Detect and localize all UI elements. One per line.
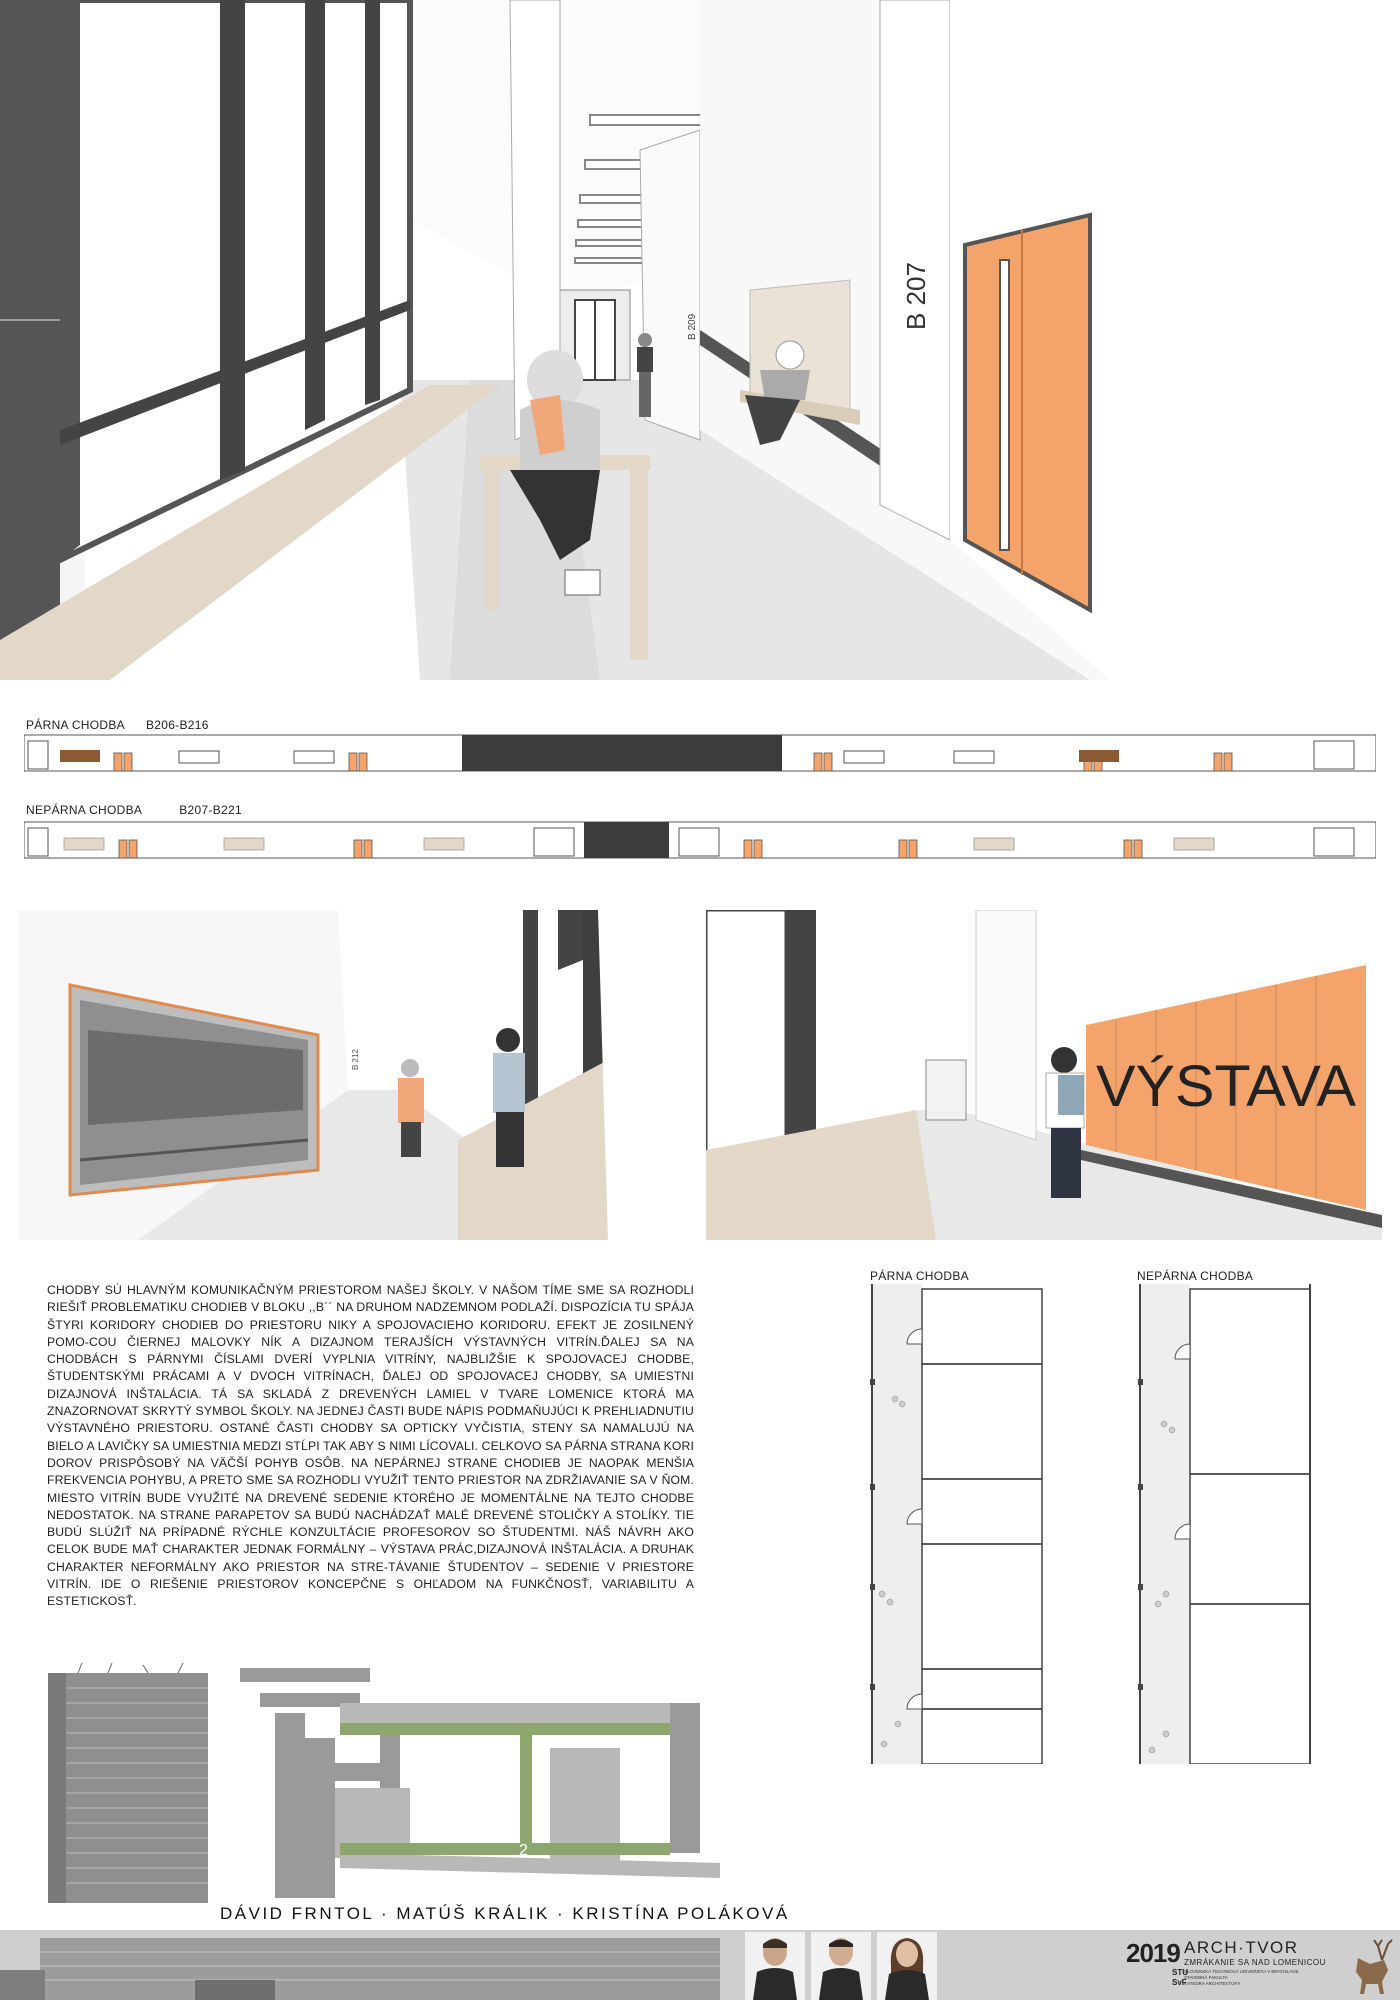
- hero-render: [0, 0, 1110, 680]
- elevation-even-name: PÁRNA CHODBA: [26, 718, 125, 732]
- elevation-odd-name: NEPÁRNA CHODBA: [26, 803, 142, 817]
- exhibit-text: VÝSTAVA: [1096, 1054, 1357, 1119]
- author-portrait-2: [811, 1932, 871, 2000]
- author-portrait-1: [745, 1932, 805, 2000]
- footer-facade: [0, 1930, 730, 2000]
- logo-svf: SvF: [1172, 1978, 1187, 1987]
- logo-institution-3: KATEDRA ARCHITEKTÚRY: [1184, 1981, 1241, 1986]
- logo-institution-2: STAVEBNÁ FAKULTA: [1184, 1975, 1228, 1980]
- render-left: [18, 910, 698, 1240]
- plan-even-title: PÁRNA CHODBA: [870, 1269, 969, 1283]
- project-description: CHODBY SÚ HLAVNÝM KOMUNIKAČNÝM PRIESTOROM NAŠEJ ŠKOLY. V NAŠOM TÍME SME SA ROZHODLI RIEŠIŤ PROBLEMATIKU CHODIEB V BLOKU ,,B´´ NA DRUHOM NADZEMNOM PODLAŽÍ. DISPOZÍCIA TU SPÁJA ŠTYRI KORIDORY CHODIEB DO PRIESTORU NIKY A SPOJOVACIEHO KORIDORU. EFEKT JE ZOSILNENÝ POMO-COU ČIERNEJ MALOVKY NÍK A DIZAJNOM TERAJŠÍCH VÝSTAVNÝCH VITRÍN.ĎALEJ SA NA CHODBÁCH S PÁRNYMI ČÍSLAMI DVERÍ VYPLNIA VITRÍNY, NAJBLIŽŠIE K SPOJOVACEJ CHODBE, ŠTUDENTSKÝMI PRÁCAMI A V DVOCH VITRÍNACH, ĎALEJ OD SPOJOVACEJ CHODBY, SA UMIESTNI DIZAJNOVÁ INŠTALÁCIA. TÁ SA SKLADÁ Z DREVENÝCH LAMIEL V TVARE LOMENICE KTORÁ MA ZNAZORNOVAT SKRYTÝ SYMBOL ŠKOLY. NA JEDNEJ ČASTI BUDE NÁPIS PODMAŇUJÚCI K PREHLIADNUTIU VÝSTAVNÉHO PRIESTORU. OSTANÉ ČASTI CHODBY SA OPTICKY VYČISTIA, STENY SA NAMALUJÚ NA BIELO A LAVIČKY SA UMIESTNIA MEDZI STĹPI TAK ABY S NIMI LÍCOVALI. CELKOVO SA PÁRNA STRANA KORI DOROV PRISPÔSOBÝ NA VÄČŠÍ POHYB OSÔB. NA NEPÁRNEJ STRANE CHODIEB JE NAOPAK MENŠIA FREKVENCIA POHYBU, A PRETO SME SA ROZHODLI VYUŽIŤ TENTO PRIESTOR NA ZDRŽIAVANIE SA V ŇOM. MIESTO VITRÍN BUDE VYUŽITÉ NA DREVENÉ SEDENIE KTORÉHO JE MOMENTÁLNE NA TEJTO CHODBE NEDOSTATOK. NA STRANE PARAPETOV SA BUDÚ NACHÁDZAŤ MALÉ DREVENÉ STOLIČKY A STOLÍKY. TIE BUDÚ SLÚŽIŤ NA PRÍPADNÉ RÝCHLE KONZULTÁCIE PROFESOROV SO ŠTUDENTMI. NÁŠ NÁVRH AKO CELOK BUDE MAŤ CHARAKTER JEDNAK FORMÁLNY – VÝSTAVA PRÁC,DIZAJNOVÁ INŠTALÁCIA. A DRUHAK CHARAKTER NEFORMÁLNY AKO PRIESTOR NA STRE-TÁVANIE ŠTUDENTOV – SEDENIE V PRIESTORE VITRÍN. IDE O RIEŠENIE PRIESTOROV KONCEPČNE S OHĽADOM NA FUNKČNOSŤ, VARIABILITU A ESTETICKOSŤ.: [47, 1283, 694, 1609]
- elevation-even-drawing: [24, 733, 1376, 773]
- hero-room-label: B 207: [901, 262, 931, 330]
- logo-title: ARCH·TVOR: [1184, 1938, 1299, 1957]
- plan-even-drawing: [870, 1284, 1045, 1764]
- logo-institution-1: SLOVENSKÁ TECHNICKÁ UNIVERZITA V BRATISLAVE: [1184, 1969, 1299, 1974]
- plan-odd-title: NEPÁRNA CHODBA: [1137, 1269, 1254, 1283]
- elevation-even-range: B206-B216: [145, 718, 209, 732]
- elevation-odd-title: [26, 803, 242, 817]
- deer-icon: [1348, 1938, 1394, 1996]
- logo-stu: STU: [1172, 1968, 1188, 1977]
- logo-subtitle: ZMRÁKANIE SA NAD LOMENICOU: [1184, 1958, 1326, 1967]
- render-left-room-label: B 212: [351, 1049, 360, 1070]
- hero-door-orange: [965, 215, 1090, 610]
- elevation-odd-drawing: [24, 820, 1376, 860]
- tower-facade: [48, 1663, 208, 1903]
- author-portrait-3: [877, 1932, 937, 2000]
- render-right: [706, 910, 1382, 1240]
- elevation-odd-range: B207-B221: [179, 803, 242, 817]
- hero-far-room-label: B 209: [687, 313, 698, 340]
- site-floor-number: 2: [519, 1842, 528, 1859]
- arch-tvor-logo: [1126, 1938, 1396, 1998]
- authors-line: DÁVID FRNTOL · MATÚŠ KRÁLIK · KRISTÍNA POLÁKOVÁ: [220, 1904, 790, 1923]
- site-plan: [240, 1663, 720, 1898]
- elevation-even-title: [26, 718, 209, 732]
- logo-year: 2019: [1126, 1938, 1180, 1968]
- plan-odd-drawing: [1138, 1284, 1313, 1764]
